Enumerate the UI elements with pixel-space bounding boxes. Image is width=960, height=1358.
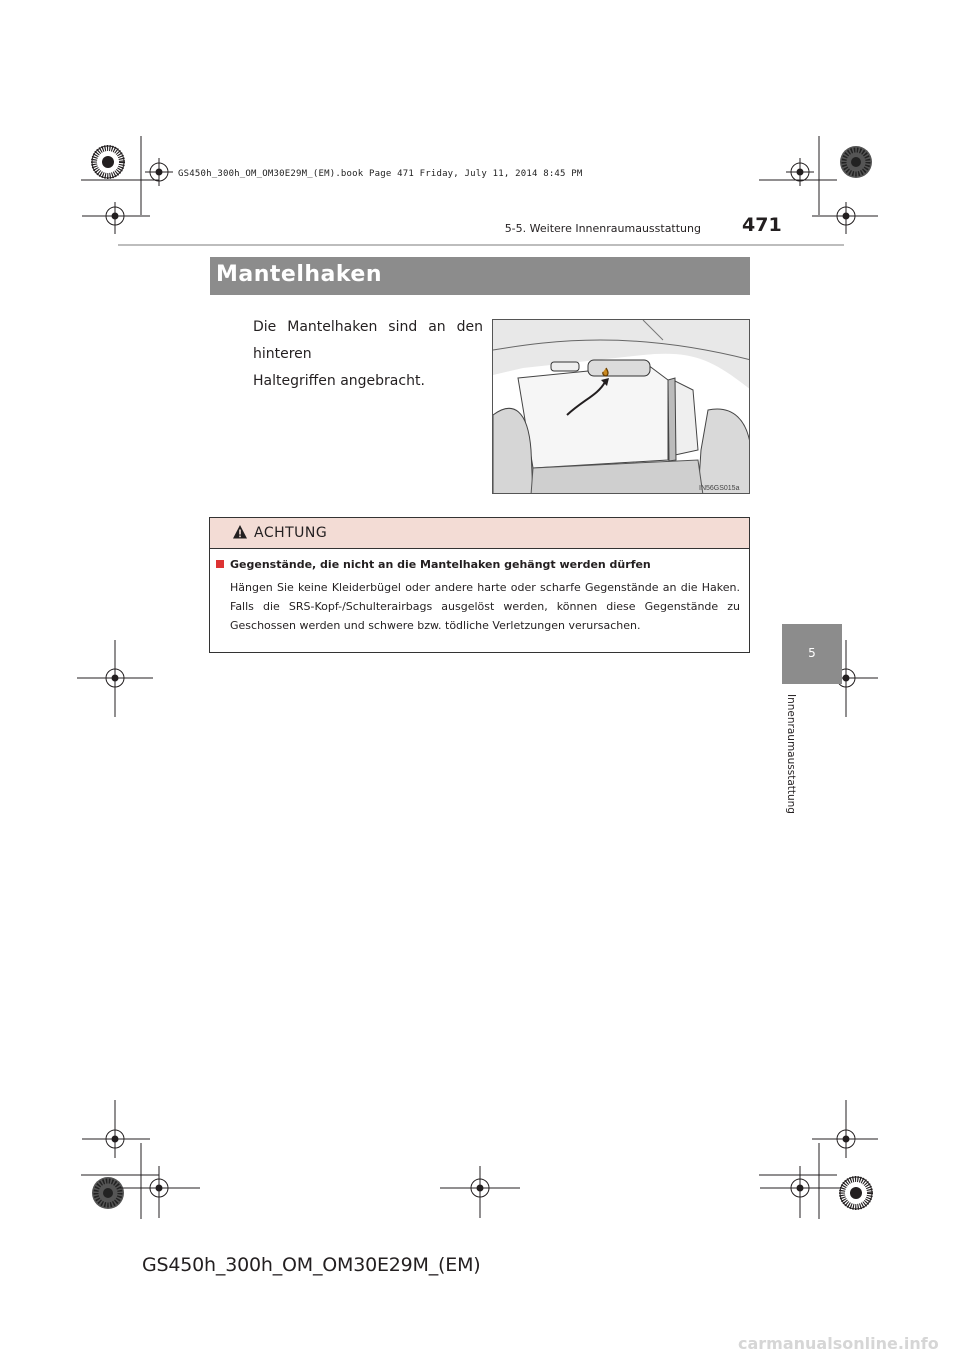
book-info-line: GS450h_300h_OM_OM30E29M_(EM).book Page 471 Friday, July 11, 2014 8:45 PM — [178, 169, 583, 179]
crosshair-mark — [760, 1166, 840, 1218]
crosshair-mark — [145, 158, 173, 186]
page-number: 471 — [742, 214, 782, 236]
sunburst-mark-bl — [92, 1177, 124, 1209]
warning-subheading-text: Gegenstände, die nicht an die Mantelhaken gehängt werden dürfen — [230, 558, 651, 571]
footer-code: GS450h_300h_OM_OM30E29M_(EM) — [142, 1254, 481, 1276]
crosshair-mark — [82, 202, 150, 234]
watermark: carmanualsonline.info — [738, 1334, 939, 1353]
sunburst-mark-tl — [92, 146, 124, 178]
crosshair-mark — [77, 640, 153, 717]
car-interior-drawing — [493, 320, 750, 494]
warning-triangle-icon — [232, 524, 248, 540]
coat-hook-illustration — [492, 319, 750, 494]
crosshair-mark — [82, 1100, 150, 1158]
chapter-number: 5 — [808, 646, 816, 660]
crosshair-mark — [812, 202, 878, 234]
intro-line-1: Die Mantelhaken sind an den hinteren — [253, 319, 483, 362]
header-rule — [118, 244, 844, 246]
sunburst-mark-br — [840, 1177, 872, 1209]
warning-subheading — [216, 558, 740, 571]
crosshair-mark — [440, 1166, 520, 1218]
crosshair-mark — [786, 158, 814, 186]
warning-box — [209, 517, 750, 653]
crosshair-mark — [120, 1166, 200, 1218]
warning-label: ACHTUNG — [254, 525, 328, 541]
bullet-square-icon — [216, 560, 224, 568]
warning-text: Hängen Sie keine Kleiderbügel oder andere harte oder scharfe Gegenstände an die Haken. Falls die SRS-Kopf-/Schulterairbags ausgelöst werden, können diese Gegenstände zu Geschossen werden und schwere bzw. tödliche Verletzungen verursachen. — [230, 581, 740, 632]
chapter-label: Innenraumausstattung — [785, 694, 797, 814]
crosshair-mark — [812, 1100, 878, 1158]
title-bar — [210, 257, 750, 295]
warning-header — [210, 518, 749, 549]
chapter-tab — [782, 624, 842, 684]
figure-code: IN56GS015a — [699, 485, 740, 492]
section-heading: 5-5. Weitere Innenraumausstattung — [504, 222, 701, 235]
sunburst-mark-tr — [840, 146, 872, 178]
intro-line-2: Haltegriffen angebracht. — [253, 373, 425, 389]
warning-body — [216, 558, 740, 635]
intro-paragraph — [253, 314, 483, 395]
page-title: Mantelhaken — [216, 262, 383, 287]
